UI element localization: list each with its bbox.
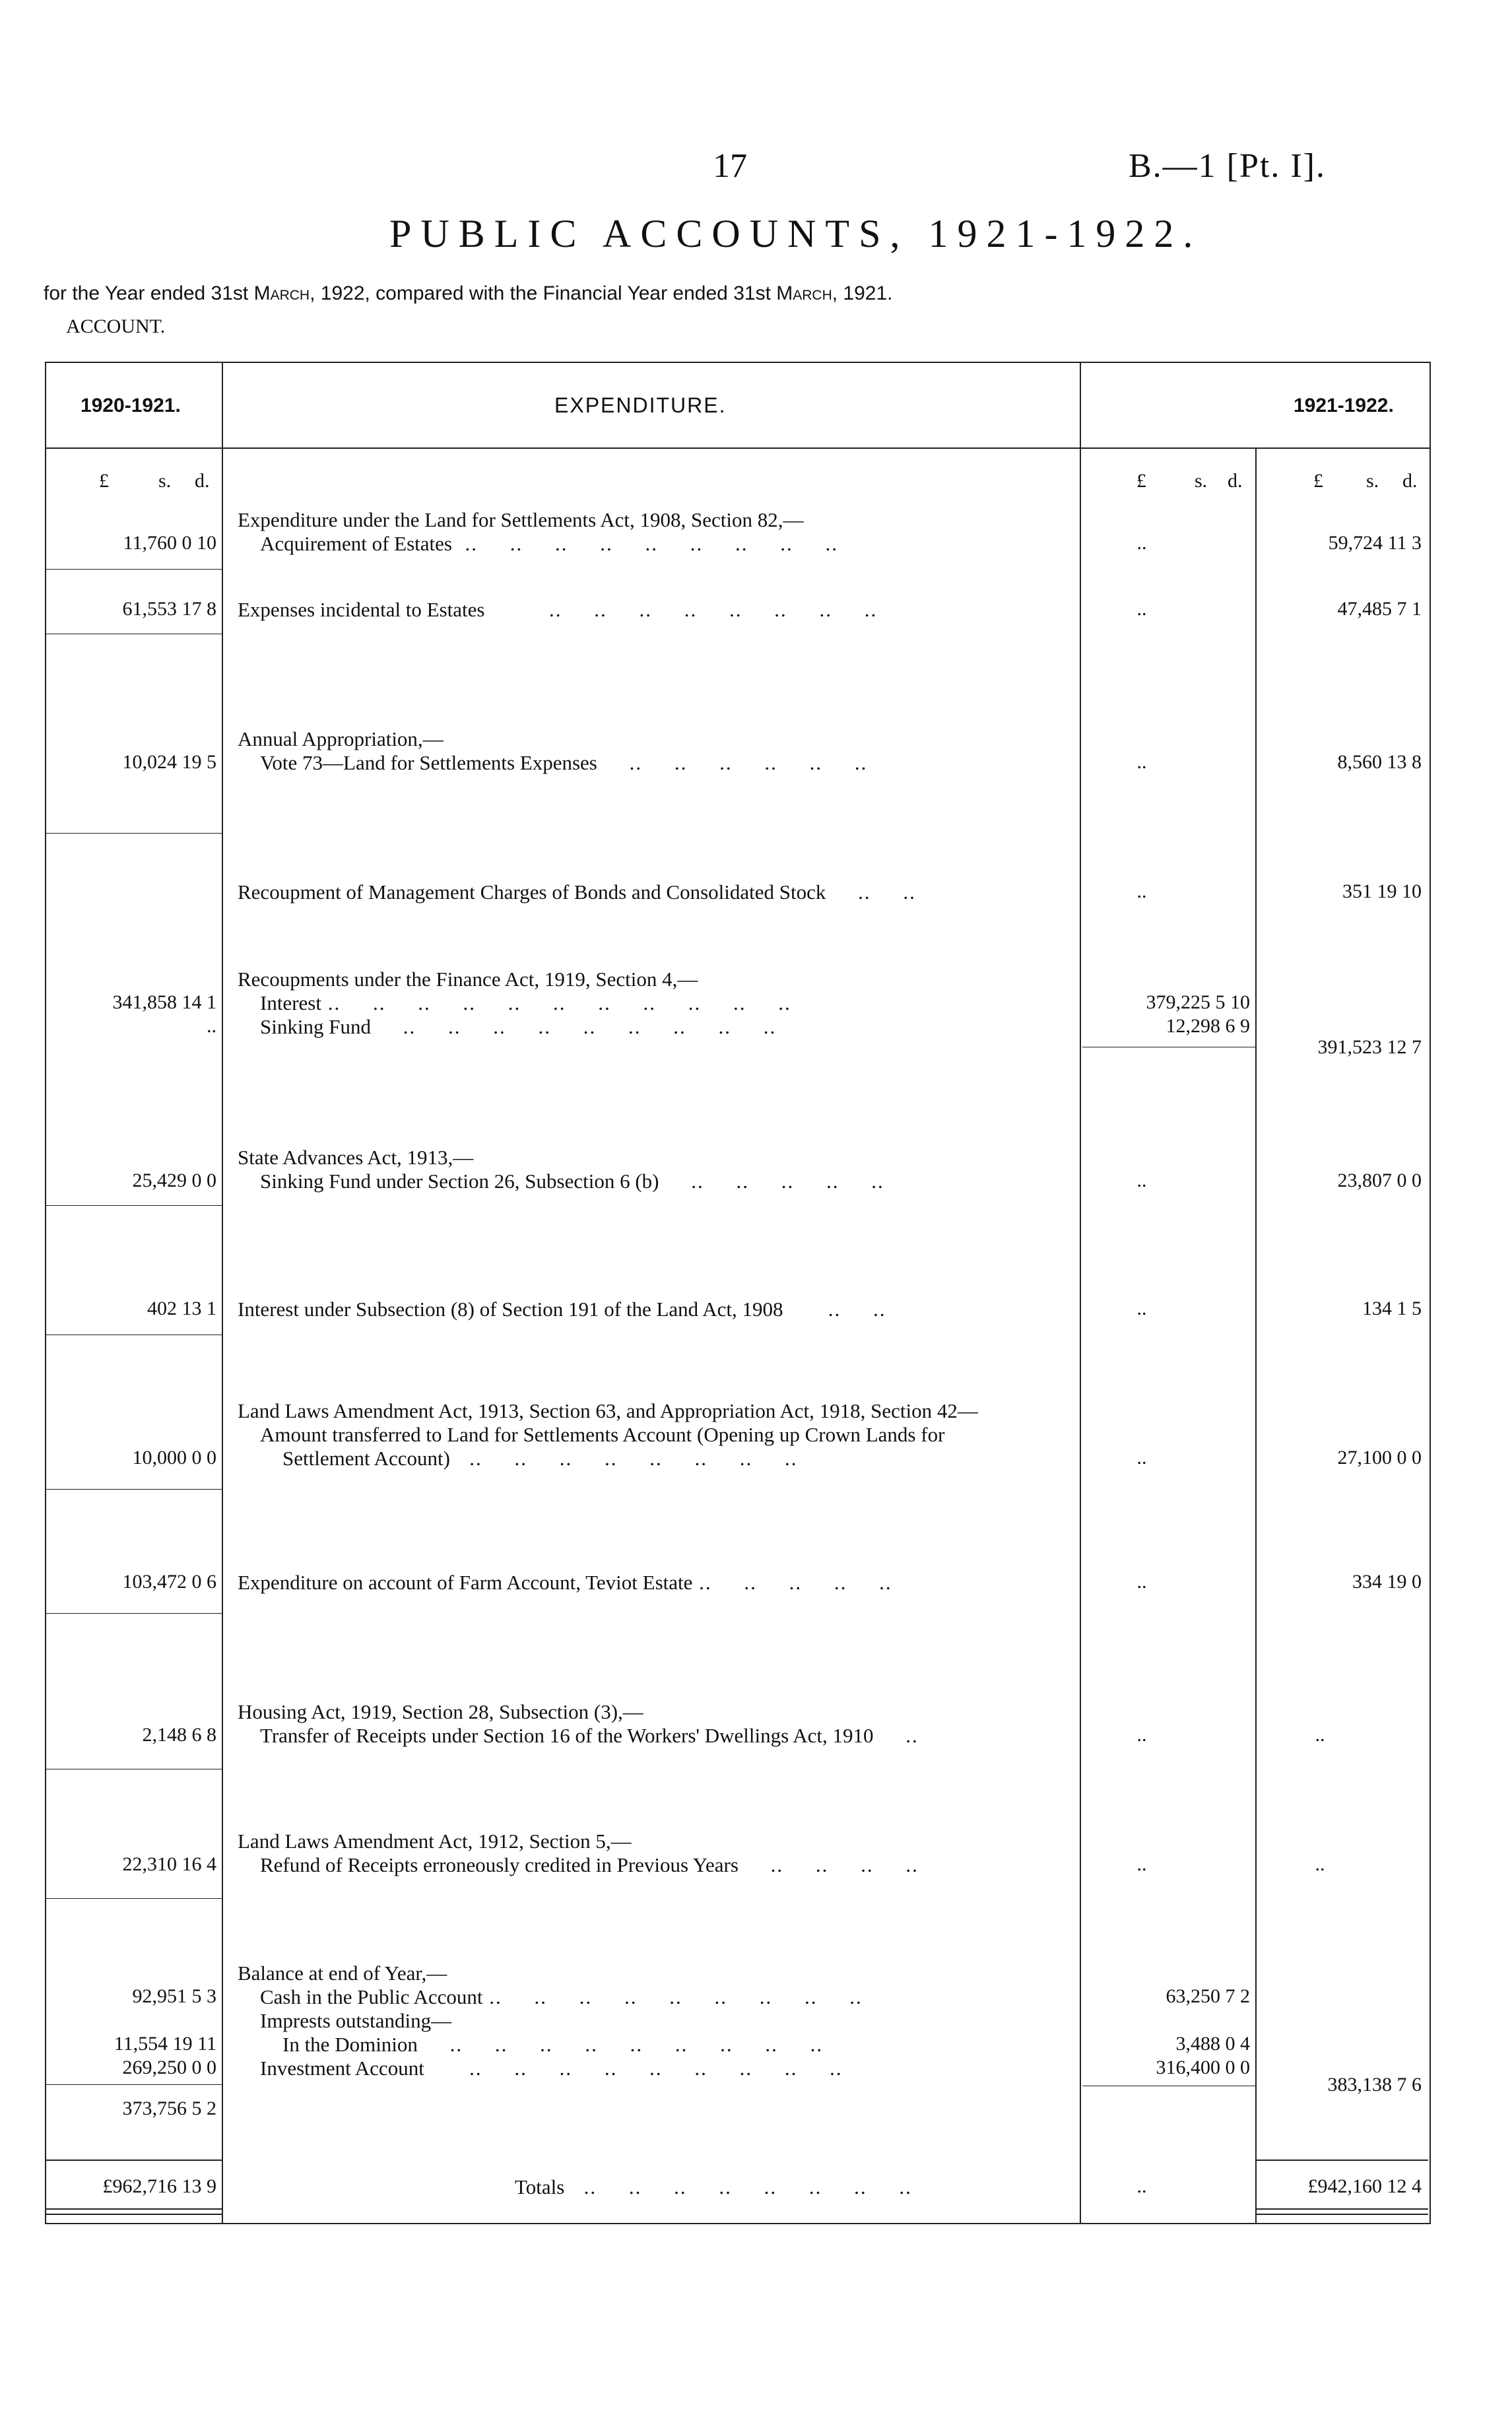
desc-line: Investment Account .. .. .. .. .. .. .. .. ..: [260, 2057, 843, 2080]
shilling-header: s.: [158, 470, 172, 492]
desc-line: Land Laws Amendment Act, 1913, Section 63, and Appropriation Act, 1918, Section 42—: [238, 1399, 978, 1422]
totals-rule: [1257, 2160, 1428, 2161]
cash-amount: 63,250 7 2: [1166, 1985, 1250, 2007]
row-description: Expenditure on account of Farm Account, Teviot Estate .. .. .. .. ..: [238, 1571, 892, 1594]
row-description: [238, 727, 1076, 775]
col-prev-year: 1920-1921.: [81, 395, 181, 416]
desc-line: Acquirement of Estates .. .. .. .. .. .. .. .. ..: [260, 532, 838, 555]
row-rule: [46, 1489, 222, 1490]
row-description: Interest under Subsection (8) of Section 191 of the Land Act, 1908 .. ..: [238, 1298, 886, 1321]
subtitle-part: for the Year ended 31st: [44, 282, 254, 304]
empty-marker: ..: [1136, 1447, 1147, 1468]
empty-marker: ..: [1136, 532, 1147, 554]
curr-year-amount: 334 19 0: [1352, 1571, 1422, 1593]
prev-year-amount: 341,858 14 1: [112, 991, 216, 1013]
pence-header: d.: [1228, 470, 1243, 492]
empty-marker: ..: [1136, 751, 1147, 773]
subtitle-part: , 1922, compared with the Financial Year ended 31st: [310, 282, 777, 304]
prev-year-amount: 103,472 0 6: [122, 1571, 216, 1593]
desc-line: Housing Act, 1919, Section 28, Subsection (3),—: [238, 1700, 643, 1723]
curr-year-amount: 351 19 10: [1342, 880, 1422, 902]
totals-double-rule: [46, 2208, 222, 2215]
empty-marker: ..: [1315, 1853, 1325, 1875]
row-rule: [46, 569, 222, 570]
pence-header: d.: [195, 470, 210, 492]
row-description: [238, 1146, 1076, 1193]
subtitle-part: , 1921.: [832, 282, 893, 304]
prev-year-amount: 11,760 0 10: [123, 532, 216, 554]
pound-header: £: [99, 470, 109, 492]
desc-line: In the Dominion .. .. .. .. .. .. .. .. ..: [282, 2033, 824, 2056]
row-description: Expenses incidental to Estates .. .. .. .. .. .. .. ..: [238, 598, 878, 621]
row-rule: [46, 833, 222, 834]
prev-year-subtotal: 373,756 5 2: [122, 2097, 216, 2119]
pence-header: d.: [1402, 470, 1418, 492]
totals-double-rule: [1257, 2208, 1428, 2215]
desc-line: Cash in the Public Account .. .. .. .. .. .. .. .. ..: [260, 1985, 863, 2008]
curr-year-amount: 383,138 7 6: [1327, 2074, 1422, 2096]
empty-marker: ..: [1136, 1724, 1147, 1746]
row-description: [238, 508, 1076, 556]
desc-line: Amount transferred to Land for Settlements Account (Opening up Crown Lands for: [260, 1423, 945, 1446]
curr-year-amount: 391,523 12 7: [1317, 1036, 1422, 1058]
page-subtitle: [44, 282, 892, 305]
curr-year-total: £942,160 12 4: [1307, 2175, 1422, 2197]
desc-line: Sinking Fund under Section 26, Subsection 6 (b) .. .. .. .. ..: [260, 1170, 884, 1193]
totals-label: Totals .. .. .. .. .. .. .. ..: [515, 2175, 912, 2198]
empty-marker: ..: [1136, 880, 1147, 902]
curr-year-amount: 23,807 0 0: [1337, 1170, 1422, 1191]
pound-header: £: [1136, 470, 1146, 492]
column-divider: [1255, 449, 1257, 2223]
subtitle-month: March: [253, 282, 310, 304]
desc-line: Annual Appropriation,—: [238, 727, 444, 750]
desc-line: Imprests outstanding—: [260, 2009, 452, 2032]
col-expenditure: EXPENDITURE.: [554, 393, 727, 417]
prev-year-amount: 10,024 19 5: [122, 751, 216, 773]
page-number: 17: [713, 147, 747, 185]
prev-year-total: £962,716 13 9: [102, 2175, 216, 2197]
empty-marker: ..: [1136, 1298, 1147, 1319]
empty-marker: ..: [1136, 598, 1147, 620]
prev-year-amount: 25,429 0 0: [132, 1170, 216, 1191]
row-description: [238, 1399, 1076, 1470]
subtitle-month: March: [776, 282, 832, 304]
shilling-header: s.: [1366, 470, 1379, 492]
subtotal-rule: [46, 2084, 222, 2085]
curr-year-amount: 59,724 11 3: [1328, 532, 1422, 554]
prev-year-amount: 92,951 5 3: [132, 1985, 216, 2007]
accounts-table: [45, 362, 1431, 2224]
shilling-header: s.: [1195, 470, 1208, 492]
header-rule: [45, 447, 1430, 449]
empty-marker: ..: [1136, 1571, 1147, 1593]
desc-line: Balance at end of Year,—: [238, 1962, 447, 1985]
desc-line: Sinking Fund .. .. .. .. .. .. .. .. ..: [260, 1015, 777, 1038]
desc-line: State Advances Act, 1913,—: [238, 1146, 474, 1169]
prev-year-amount: 402 13 1: [147, 1298, 216, 1319]
empty-marker: ..: [1136, 2175, 1147, 2197]
pound-header: £: [1313, 470, 1323, 492]
prev-year-amount: 11,554 19 11: [114, 2033, 216, 2055]
totals-rule: [46, 2160, 222, 2161]
row-description: [238, 1830, 1076, 1877]
document-reference: B.—1 [Pt. I].: [1129, 147, 1326, 185]
row-description: [238, 1962, 1076, 2080]
prev-year-amount: 2,148 6 8: [142, 1724, 216, 1746]
row-description: [238, 1700, 1076, 1748]
account-label: ACCOUNT.: [66, 315, 166, 337]
curr-year-amount: 8,560 13 8: [1337, 751, 1422, 773]
row-description: [238, 968, 1076, 1039]
desc-line: Recoupments under the Finance Act, 1919, Section 4,—: [238, 968, 698, 991]
prev-year-amount: 10,000 0 0: [132, 1447, 216, 1468]
desc-line: Transfer of Receipts under Section 16 of the Workers' Dwellings Act, 1910 ..: [260, 1724, 919, 1747]
curr-year-amount: 27,100 0 0: [1337, 1447, 1422, 1468]
prev-year-amount: 269,250 0 0: [122, 2057, 216, 2078]
desc-line: Settlement Account) .. .. .. .. .. .. .. ..: [282, 1447, 798, 1470]
col-curr-year: 1921-1922.: [1294, 395, 1394, 416]
desc-line: Interest .. .. .. .. .. .. .. .. .. .. ..: [260, 991, 791, 1014]
curr-year-amount: 134 1 5: [1362, 1298, 1422, 1319]
empty-marker: ..: [1136, 1170, 1147, 1191]
page-title: PUBLIC ACCOUNTS, 1921-1922.: [389, 212, 1202, 255]
investment-amount: 316,400 0 0: [1156, 2057, 1250, 2078]
prev-year-empty-marker: ..: [207, 1015, 216, 1037]
desc-line: Land Laws Amendment Act, 1912, Section 5,—: [238, 1830, 632, 1853]
prev-year-amount: 22,310 16 4: [122, 1853, 216, 1875]
prev-year-amount: 61,553 17 8: [122, 598, 216, 620]
column-divider: [1080, 362, 1081, 2223]
row-rule: [46, 1898, 222, 1899]
row-rule: [46, 1613, 222, 1614]
dominion-amount: 3,488 0 4: [1175, 2033, 1250, 2055]
desc-line: Expenditure under the Land for Settlements Act, 1908, Section 82,—: [238, 508, 804, 531]
curr-year-amount: 47,485 7 1: [1337, 598, 1422, 620]
row-rule: [46, 1205, 222, 1206]
interest-amount: 379,225 5 10: [1146, 991, 1250, 1013]
empty-marker: ..: [1136, 1853, 1147, 1875]
empty-marker: ..: [1315, 1724, 1325, 1746]
sinking-fund-amount: 12,298 6 9: [1166, 1015, 1250, 1037]
row-description: Recoupment of Management Charges of Bonds and Consolidated Stock .. ..: [238, 880, 916, 904]
desc-line: Vote 73—Land for Settlements Expenses .. .. .. .. .. ..: [260, 751, 868, 774]
desc-line: Refund of Receipts erroneously credited in Previous Years .. .. .. ..: [260, 1853, 919, 1876]
column-divider: [222, 362, 223, 2223]
